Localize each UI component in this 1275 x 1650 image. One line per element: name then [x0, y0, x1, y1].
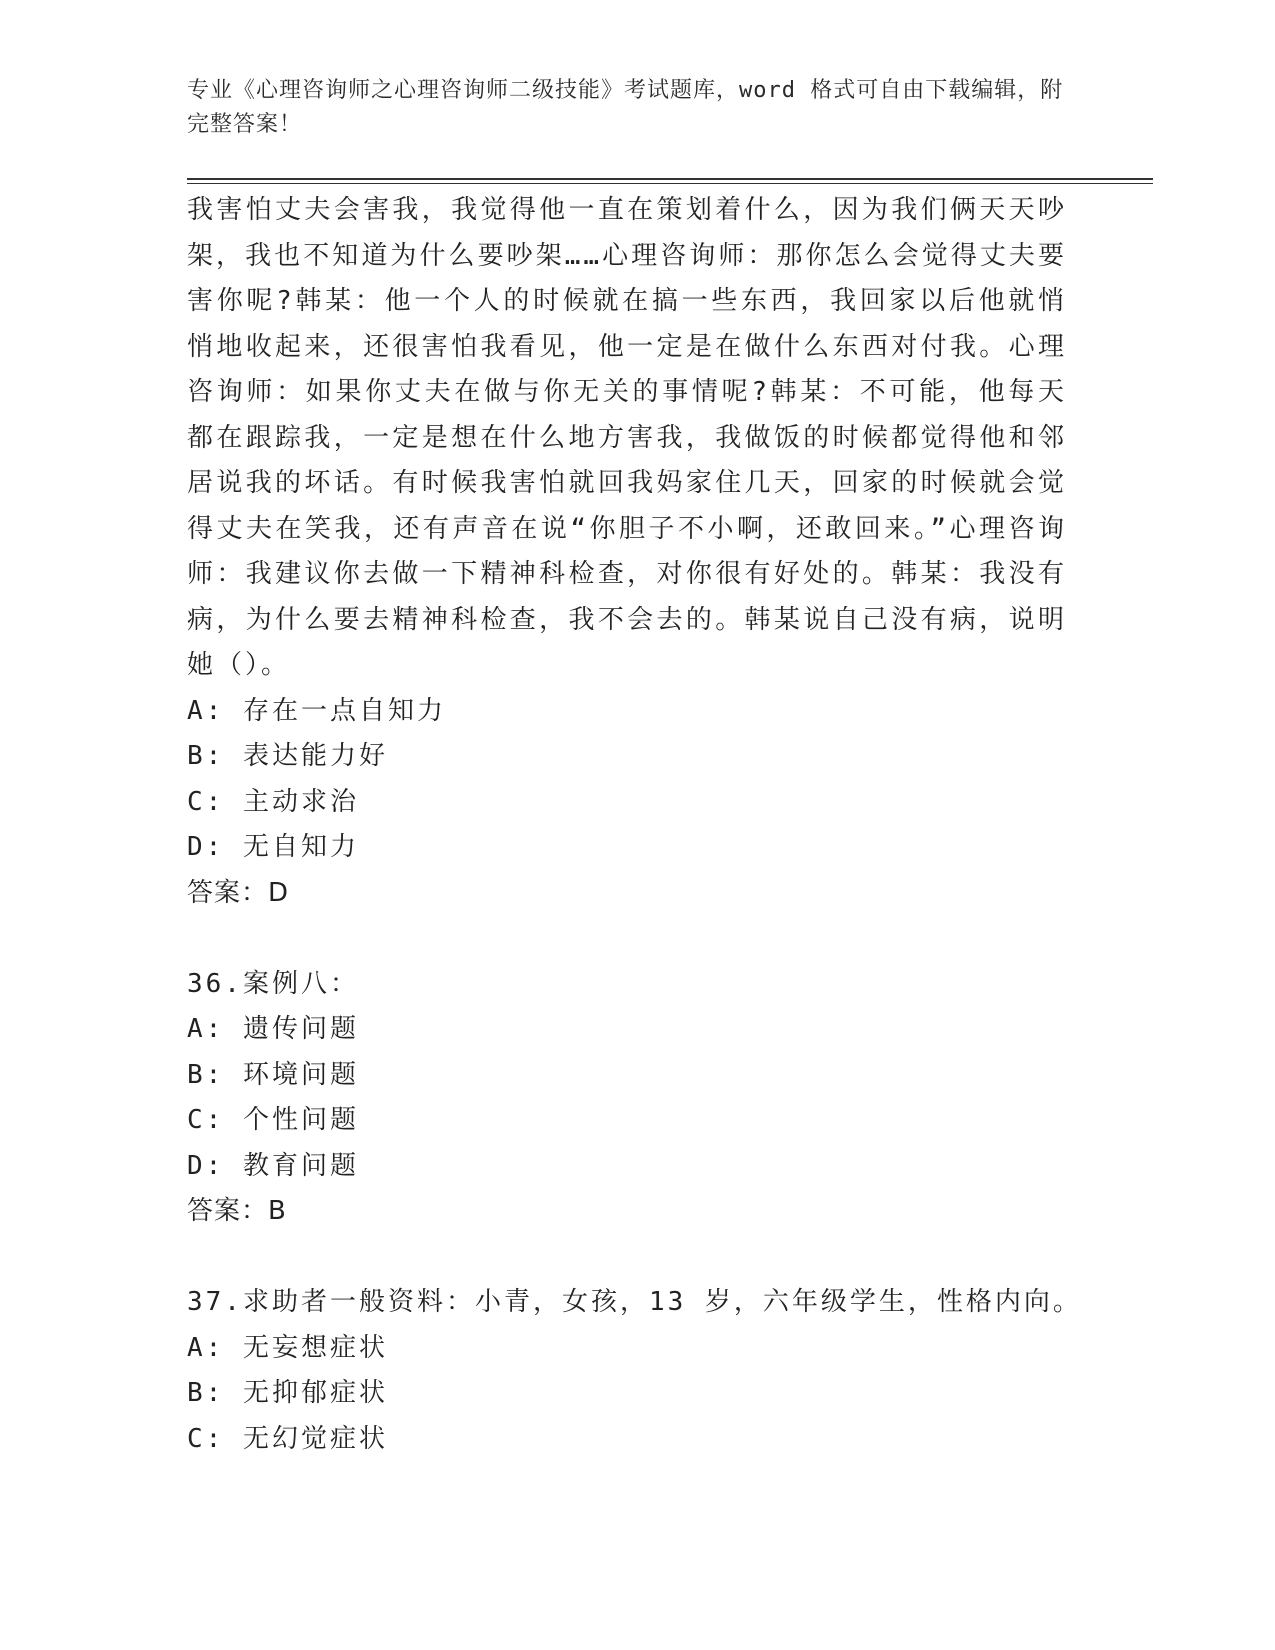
option-c: C: 个性问题 [187, 1105, 359, 1135]
question-35 [187, 188, 1067, 916]
question-37 [187, 1280, 1082, 1462]
answer-label: 答案：D [187, 877, 290, 908]
option-b: B: 环境问题 [187, 1059, 359, 1090]
answer-label: 答案：B [187, 1196, 287, 1226]
question-36 [187, 962, 1067, 1235]
option-d: D: 教育问题 [187, 1150, 359, 1181]
option-c: C: 主动求治 [187, 786, 359, 817]
option-b: B: 无抑郁症状 [187, 1378, 388, 1408]
spacer [187, 916, 1067, 962]
question-stem: 36.案例八： [187, 968, 359, 999]
option-a: A: 遗传问题 [187, 1014, 359, 1044]
option-c: C: 无幻觉症状 [187, 1423, 388, 1454]
option-d: D: 无自知力 [187, 832, 359, 862]
document-body [187, 188, 1082, 1462]
header-divider [187, 178, 1153, 184]
option-b: B: 表达能力好 [187, 741, 388, 771]
option-a: A: 无妄想症状 [187, 1332, 388, 1363]
question-stem: 37.求助者一般资料：小青，女孩，13 岁，六年级学生，性格内向。 [187, 1287, 1082, 1317]
document-header: 专业《心理咨询师之心理咨询师二级技能》考试题库，word 格式可自由下载编辑，附完整答案！ [187, 78, 1064, 137]
spacer [187, 1235, 1067, 1281]
option-a: A: 存在一点自知力 [187, 695, 446, 726]
question-stem: 我害怕丈夫会害我，我觉得他一直在策划着什么，因为我们俩天天吵架，我也不知道为什么要吵架……心理咨询师：那你怎么会觉得丈夫要害你呢?韩某：他一个人的时候就在搞一些东西，我回家以后他就悄悄地收起来，还很害怕我看见，他一定是在做什么东西对付我。心理咨询师：如果你丈夫在做与你无关的事情呢?韩某：不可能，他每天都在跟踪我，一定是想在什么地方害我，我做饭的时候都觉得他和邻居说我的坏话。有时候我害怕就回我妈家住几天，回家的时候就会觉得丈夫在笑我，还有声音在说“你胆子不小啊，还敢回来。”心理咨询师：我建议你去做一下精神科检查，对你很有好处的。韩某：我没有病，为什么要去精神科检查，我不会去的。韩某说自己没有病，说明她（）。 [187, 195, 1067, 680]
